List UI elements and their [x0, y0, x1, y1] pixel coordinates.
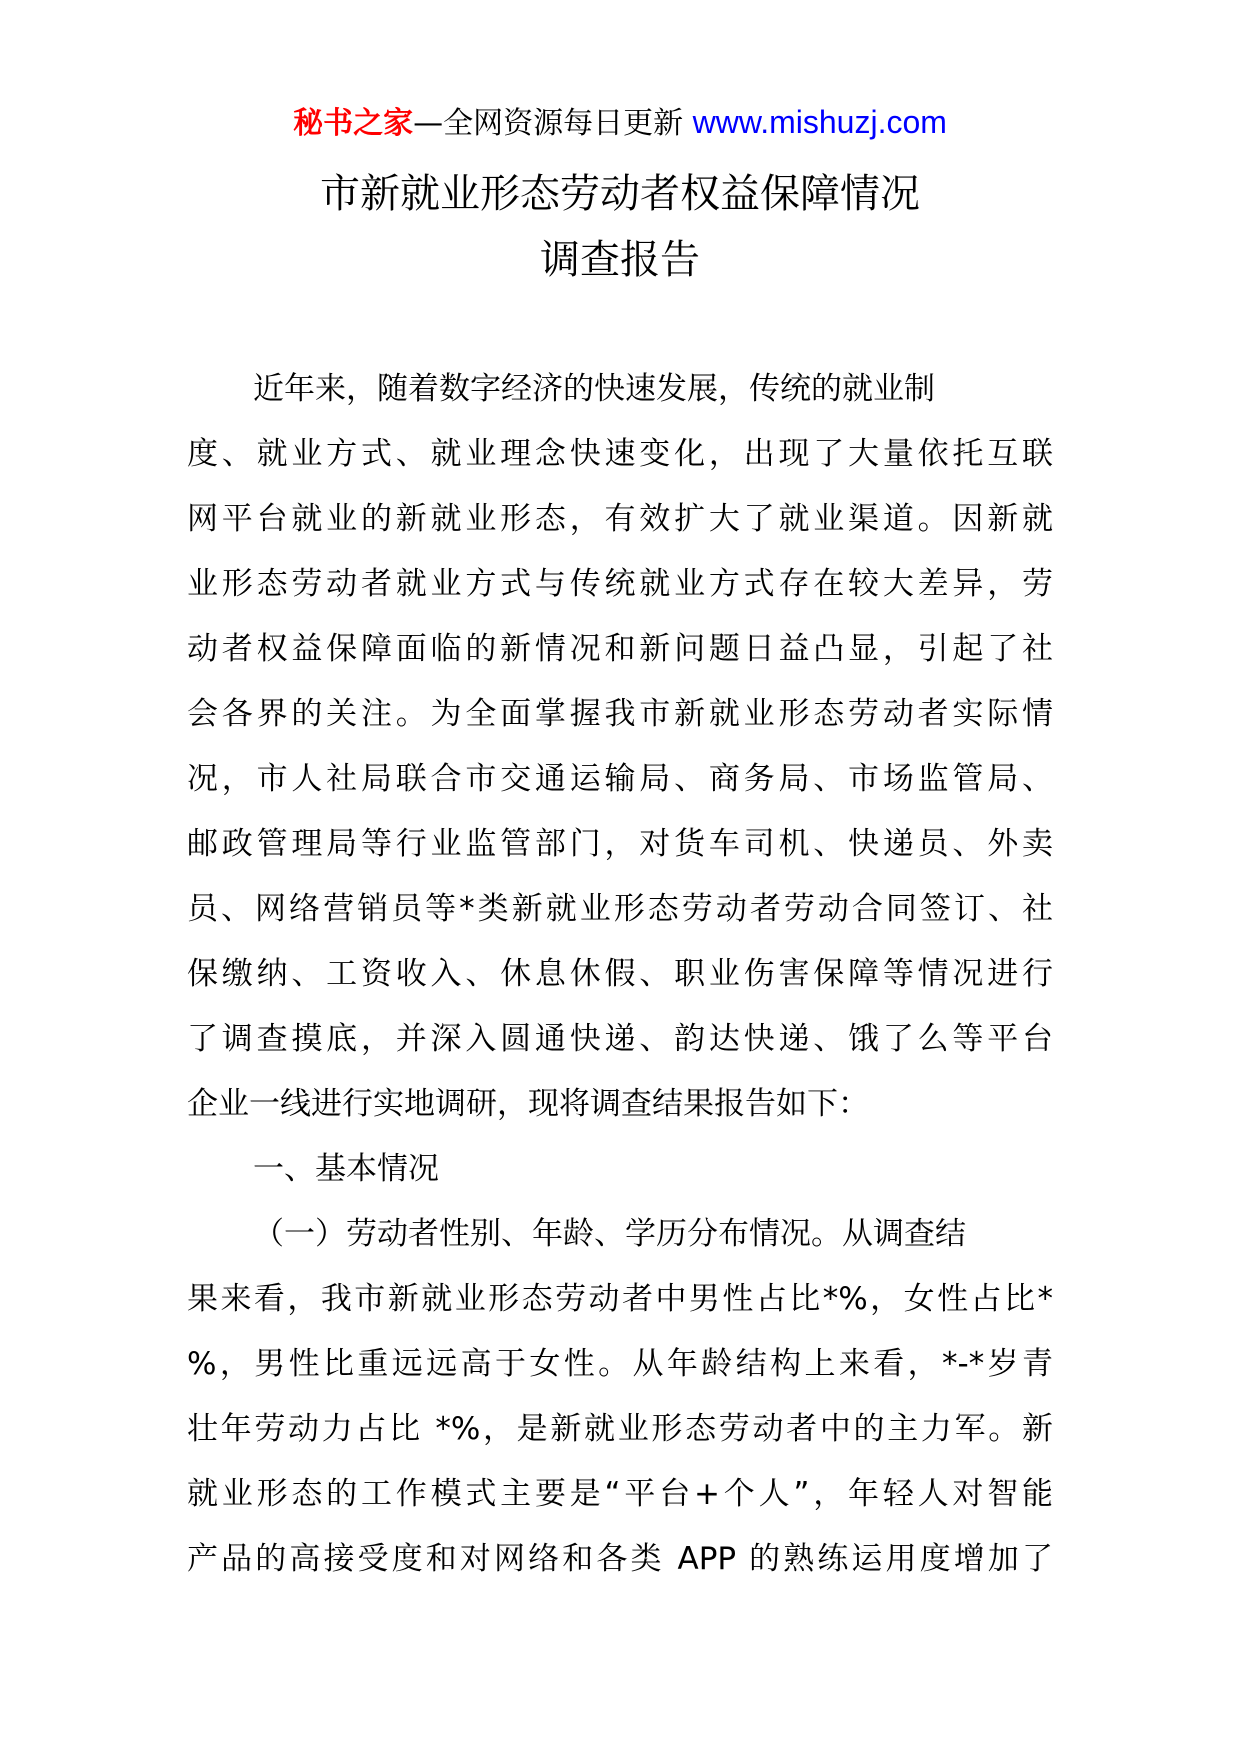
document-title-line-1: 市新就业形态劳动者权益保障情况 — [320, 171, 920, 217]
paragraph-line: 业形态劳动者就业方式与传统就业方式存在较大差异，劳 — [187, 566, 1053, 602]
paragraph-line: 员、网络营销员等*类新就业形态劳动者劳动合同签订、社 — [187, 891, 1053, 927]
paragraph-line: 就业形态的工作模式主要是“平台+个人”，年轻人对智能 — [187, 1476, 1053, 1512]
paragraph-line: 况，市人社局联合市交通运输局、商务局、市场监管局、 — [187, 761, 1053, 797]
paragraph-line: 网平台就业的新就业形态，有效扩大了就业渠道。因新就 — [187, 501, 1053, 537]
section-heading: 一、基本情况 — [253, 1151, 439, 1187]
paragraph-line: %，男性比重远远高于女性。从年龄结构上来看，*-*岁青 — [187, 1346, 1053, 1382]
site-url-link[interactable]: www.mishuzj.com — [692, 104, 947, 140]
paragraph-line: 保缴纳、工资收入、休息休假、职业伤害保障等情况进行 — [187, 956, 1053, 992]
paragraph-line: 产品的高接受度和对网络和各类 APP 的熟练运用度增加了 — [187, 1541, 1053, 1577]
document-title-line-2: 调查报告 — [540, 237, 700, 283]
site-header — [0, 100, 1240, 146]
site-name: 秘书之家 — [293, 106, 414, 141]
paragraph-line: 企业一线进行实地调研，现将调查结果报告如下： — [187, 1086, 869, 1122]
paragraph-line: 邮政管理局等行业监管部门，对货车司机、快递员、外卖 — [187, 826, 1053, 862]
document-body — [187, 357, 1053, 1592]
paragraph-line: 果来看，我市新就业形态劳动者中男性占比*%，女性占比* — [187, 1281, 1053, 1317]
paragraph-line: 了调查摸底，并深入圆通快递、韵达快递、饿了么等平台 — [187, 1021, 1053, 1057]
paragraph-line: 会各界的关注。为全面掌握我市新就业形态劳动者实际情 — [187, 696, 1053, 732]
site-slogan: —全网资源每日更新 — [413, 106, 684, 141]
paragraph-line: （一）劳动者性别、年龄、学历分布情况。从调查结 — [253, 1216, 966, 1252]
paragraph-line: 近年来，随着数字经济的快速发展，传统的就业制 — [253, 371, 935, 407]
paragraph-line: 壮年劳动力占比 *%，是新就业形态劳动者中的主力军。新 — [187, 1411, 1053, 1447]
paragraph-line: 度、就业方式、就业理念快速变化，出现了大量依托互联 — [187, 436, 1053, 472]
paragraph-line: 动者权益保障面临的新情况和新问题日益凸显，引起了社 — [187, 631, 1053, 667]
